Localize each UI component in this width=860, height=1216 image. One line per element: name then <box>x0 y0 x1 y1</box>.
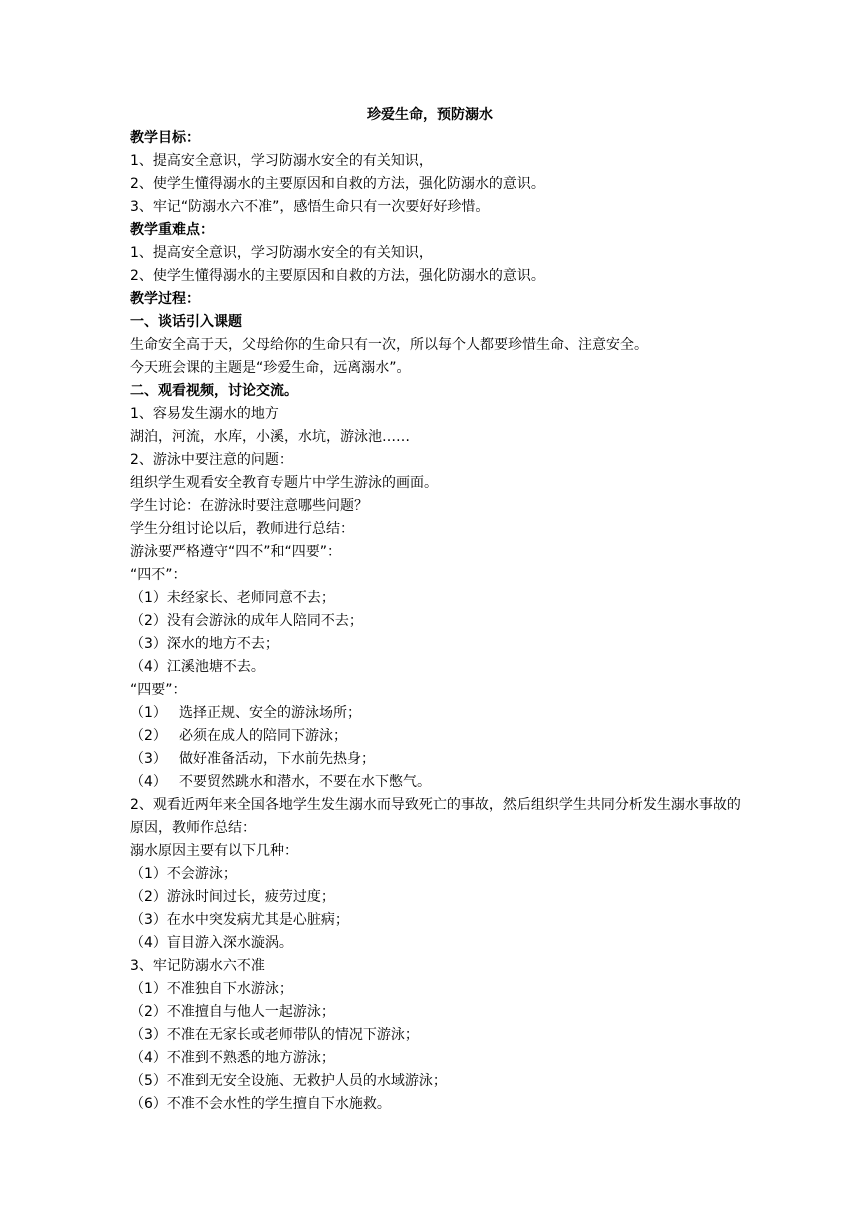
item-text: 必须在成人的陪同下游泳； <box>179 728 347 744</box>
section-title: 2、观看近两年来全国各地学生发生溺水而导致死亡的事故，然后组织学生共同分析发生溺水事故的原因，教师作总结： <box>130 797 741 836</box>
rule-item: （1）不准独自下水游泳； <box>130 981 293 997</box>
four-must-item <box>130 748 750 771</box>
section-text: 溺水原因主要有以下几种： <box>130 843 298 859</box>
process-heading: 教学过程： <box>130 291 200 307</box>
section-text: 组织学生观看安全教育专题片中学生游泳的画面。 <box>130 475 438 491</box>
rule-item: （2）不准擅自与他人一起游泳； <box>130 1004 335 1020</box>
item-number: （3） <box>130 751 167 767</box>
part1-heading: 一、谈话引入课题 <box>130 314 242 330</box>
cause-item: （1）不会游泳； <box>130 866 237 882</box>
rule-item: （6）不准不会水性的学生擅自下水施救。 <box>130 1096 391 1112</box>
rule-item: （4）不准到不熟悉的地方游泳； <box>130 1050 335 1066</box>
four-no-item: （1）未经家长、老师同意不去； <box>130 590 335 606</box>
item-number: （4） <box>130 774 167 790</box>
section-title: 1、容易发生溺水的地方 <box>130 406 279 422</box>
objective-item: 2、使学生懂得溺水的主要原因和自救的方法，强化防溺水的意识。 <box>130 176 545 192</box>
document-body <box>130 127 750 1116</box>
four-must-heading: “四要”： <box>130 682 187 698</box>
four-no-item: （3）深水的地方不去； <box>130 636 279 652</box>
four-no-heading: “四不”： <box>130 567 187 583</box>
cause-item: （4）盲目游入深水漩涡。 <box>130 935 293 951</box>
item-text: 做好准备活动，下水前先热身； <box>179 751 375 767</box>
rule-item: （5）不准到无安全设施、无救护人员的水域游泳； <box>130 1073 447 1089</box>
four-no-item: （2）没有会游泳的成年人陪同不去； <box>130 613 363 629</box>
key-point-item: 2、使学生懂得溺水的主要原因和自救的方法，强化防溺水的意识。 <box>130 268 545 284</box>
document-title: 珍爱生命，预防溺水 <box>367 107 493 123</box>
four-must-item <box>130 725 750 748</box>
part1-line: 今天班会课的主题是“珍爱生命，远离溺水”。 <box>130 360 411 376</box>
cause-item: （3）在水中突发病尤其是心脏病； <box>130 912 349 928</box>
section-title: 3、牢记防溺水六不准 <box>130 958 265 974</box>
objective-item: 1、提高安全意识，学习防溺水安全的有关知识， <box>130 153 433 169</box>
key-points-heading: 教学重难点： <box>130 222 214 238</box>
item-number: （2） <box>130 728 167 744</box>
cause-item: （2）游泳时间过长，疲劳过度； <box>130 889 335 905</box>
item-text: 不要贸然跳水和潜水，不要在水下憋气。 <box>179 774 431 790</box>
section-text: 游泳要严格遵守“四不”和“四要”： <box>130 544 342 560</box>
item-number: （1） <box>130 705 167 721</box>
section-text: 学生讨论：在游泳时要注意哪些问题？ <box>130 498 368 514</box>
key-point-item: 1、提高安全意识，学习防溺水安全的有关知识， <box>130 245 433 261</box>
item-text: 选择正规、安全的游泳场所； <box>179 705 361 721</box>
part1-line: 生命安全高于天，父母给你的生命只有一次，所以每个人都要珍惜生命、注意安全。 <box>130 337 648 353</box>
section-text: 湖泊，河流，水库，小溪，水坑，游泳池…… <box>130 429 410 445</box>
section-text: 学生分组讨论以后，教师进行总结： <box>130 521 354 537</box>
part2-heading: 二、观看视频，讨论交流。 <box>130 383 298 399</box>
four-must-item <box>130 702 750 725</box>
four-must-item <box>130 771 750 794</box>
objectives-heading: 教学目标： <box>130 130 200 146</box>
four-no-item: （4）江溪池塘不去。 <box>130 659 265 675</box>
section-title: 2、游泳中要注意的问题： <box>130 452 293 468</box>
rule-item: （3）不准在无家长或老师带队的情况下游泳； <box>130 1027 419 1043</box>
objective-item: 3、牢记“防溺水六不准”，感悟生命只有一次要好好珍惜。 <box>130 199 490 215</box>
